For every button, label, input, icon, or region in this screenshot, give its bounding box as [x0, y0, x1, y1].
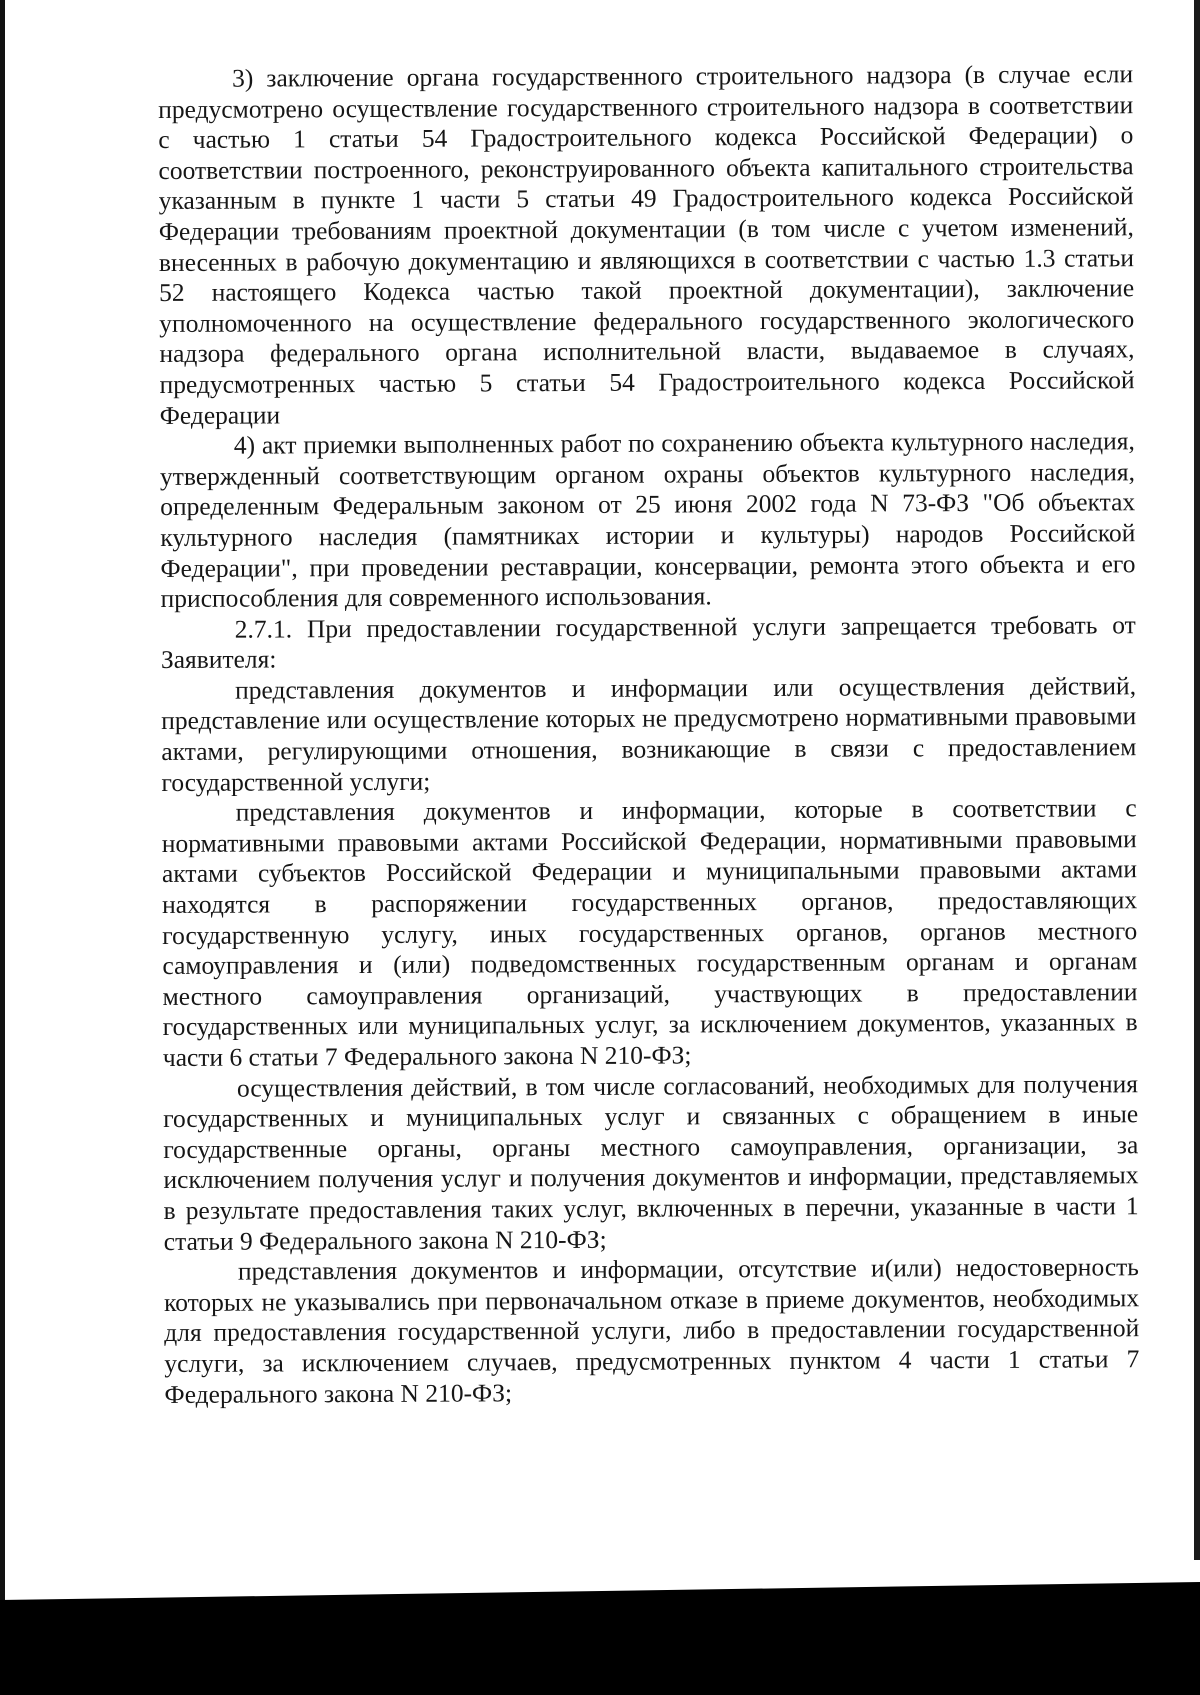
paragraph-prohibited-held-documents: представления документов и информации, которые в соответствии с нормативными правовыми актами Российской Федерации, нормативными правовыми актами субъектов Российской Федерации и муниципальными правовыми актами находятся в распоряжении государственных органов, предоставляющих государственную услугу, иных государственных органов, органов местного самоуправления и (или) подведомственных государственным органам и органам местного самоуправления организаций, участвующих в предоставлении государственных или муниципальных услуг, за исключением документов, указанных в части 6 статьи 7 Федерального закона N 210-ФЗ;: [161, 793, 1138, 1072]
paragraph-prohibited-actions: осуществления действий, в том числе согласований, необходимых для получения государственных и муниципальных услуг и связанных с обращением в иные государственные органы, органы местного самоуправления, организации, за исключением получения услуг и получения документов и информации, представляемых в результате предоставления таких услуг, включенных в перечни, указанные в части 1 статьи 9 Федерального закона N 210-ФЗ;: [163, 1068, 1139, 1256]
paragraph-prohibited-documents: представления документов и информации или осуществления действий, представление или осуществление которых не предусмотрено нормативными правовыми актами, регулирующими отношения, возникающие в связи с предоставлением государственной услуги;: [161, 671, 1137, 797]
paragraph-item-3-conclusion: 3) заключение органа государственного строительного надзора (в случае если предусмотрено осуществление государственного строительного надзора в соответствии с частью 1 статьи 54 Градостроительного кодекса Российской Федерации) о соответствии построенного, реконструированного объекта капитального строительства указанным в пункте 1 части 5 статьи 49 Градостроительного кодекса Российской Федерации требованиям проектной документации (в том числе с учетом изменений, внесенных в рабочую документацию и являющихся в соответствии с частью 1.3 статьи 52 настоящего Кодекса частью такой проектной документации), заключение уполномоченного на осуществление федерального государственного экологического надзора федерального органа исполнительной власти, выдаваемое в случаях, предусмотренных частью 5 статьи 54 Градостроительного кодекса Российской Федерации: [158, 59, 1135, 430]
paragraph-section-2-7-1: 2.7.1. При предоставлении государственной услуги запрещается требовать от Заявителя:: [160, 609, 1136, 675]
paragraph-prohibited-missing-documents: представления документов и информации, отсутствие и(или) недостоверность которых не указывались при первоначальном отказе в приеме документов, необходимых для предоставления государственной услуги, либо в предоставлении государственной услуги, за исключением случаев, предусмотренных пунктом 4 части 1 статьи 7 Федерального закона N 210-ФЗ;: [163, 1252, 1140, 1409]
scan-right-edge: [1194, 0, 1200, 1560]
scan-left-edge: [0, 0, 5, 1695]
document-page: [158, 59, 1140, 1410]
scan-bottom-band: [0, 1582, 1200, 1695]
paragraph-item-4-acceptance-act: 4) акт приемки выполненных работ по сохранению объекта культурного наследия, утвержденный соответствующим органом охраны объектов культурного наследия, определенным Федеральным законом от 25 июня 2002 года N 73-ФЗ "Об объектах культурного наследия (памятниках истории и культуры) народов Российской Федерации", при проведении реставрации, консервации, ремонта этого объекта и его приспособления для современного использования.: [159, 426, 1136, 614]
